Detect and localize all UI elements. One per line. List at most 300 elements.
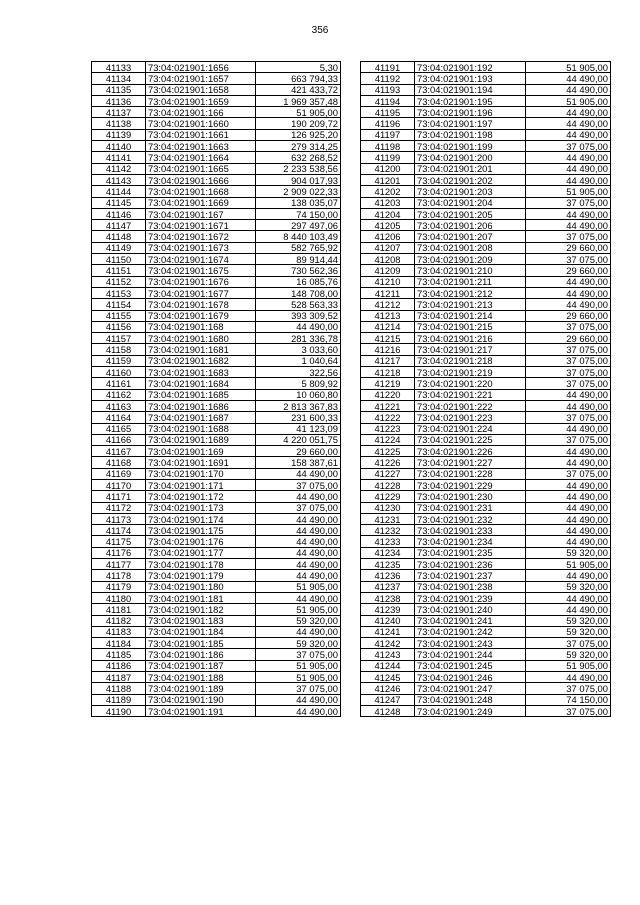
cadastral-number-cell: 73:04:021901:217 (415, 344, 526, 355)
row-number-cell: 41230 (361, 502, 415, 513)
cadastral-number-cell: 73:04:021901:219 (415, 367, 526, 378)
table-row (361, 321, 611, 332)
row-number-cell: 41133 (92, 62, 146, 73)
table-row (361, 141, 611, 152)
row-number-cell: 41147 (92, 220, 146, 231)
cadastral-number-cell: 73:04:021901:169 (146, 446, 256, 457)
row-number-cell: 41227 (361, 468, 415, 479)
value-cell: 44 490,00 (256, 570, 341, 581)
row-number-cell: 41139 (92, 129, 146, 140)
value-cell: 44 490,00 (526, 287, 611, 298)
value-cell: 59 320,00 (526, 581, 611, 592)
value-cell: 59 320,00 (526, 615, 611, 626)
value-cell: 51 905,00 (256, 660, 341, 671)
table-row (92, 626, 341, 637)
value-cell: 37 075,00 (256, 683, 341, 694)
table-row (92, 513, 341, 524)
cadastral-number-cell: 73:04:021901:1672 (146, 231, 256, 242)
table-row (92, 446, 341, 457)
cadastral-number-cell: 73:04:021901:239 (415, 592, 526, 603)
table-row (92, 649, 341, 660)
row-number-cell: 41159 (92, 355, 146, 366)
cadastral-number-cell: 73:04:021901:1689 (146, 434, 256, 445)
page-number: 356 (311, 25, 329, 36)
cadastral-number-cell: 73:04:021901:238 (415, 581, 526, 592)
row-number-cell: 41152 (92, 276, 146, 287)
cadastral-number-cell: 73:04:021901:1680 (146, 333, 256, 344)
table-row (361, 197, 611, 208)
value-cell: 393 309,52 (256, 310, 341, 321)
cadastral-number-cell: 73:04:021901:181 (146, 592, 256, 603)
row-number-cell: 41225 (361, 446, 415, 457)
row-number-cell: 41235 (361, 559, 415, 570)
value-cell: 904 017,93 (256, 174, 341, 185)
table-row (361, 129, 611, 140)
table-row (361, 694, 611, 705)
cadastral-number-cell: 73:04:021901:1683 (146, 367, 256, 378)
cadastral-number-cell: 73:04:021901:230 (415, 491, 526, 502)
value-cell: 51 905,00 (526, 95, 611, 106)
cadastral-number-cell: 73:04:021901:183 (146, 615, 256, 626)
cadastral-number-cell: 73:04:021901:192 (415, 62, 526, 73)
row-number-cell: 41192 (361, 73, 415, 84)
table-row (92, 570, 341, 581)
value-cell: 44 490,00 (526, 604, 611, 615)
table-row (92, 559, 341, 570)
row-number-cell: 41209 (361, 265, 415, 276)
table-row (361, 491, 611, 502)
value-cell: 37 075,00 (526, 638, 611, 649)
cadastral-number-cell: 73:04:021901:1661 (146, 129, 256, 140)
table-row (92, 276, 341, 287)
cadastral-number-cell: 73:04:021901:209 (415, 254, 526, 265)
value-cell: 44 490,00 (256, 536, 341, 547)
table-row (92, 242, 341, 253)
value-cell: 44 490,00 (526, 299, 611, 310)
cadastral-number-cell: 73:04:021901:205 (415, 208, 526, 219)
table-row (92, 389, 341, 400)
table-row (361, 333, 611, 344)
value-cell: 37 075,00 (526, 412, 611, 423)
cadastral-number-cell: 73:04:021901:187 (146, 660, 256, 671)
table-row (92, 95, 341, 106)
table-row (92, 333, 341, 344)
value-cell: 44 490,00 (526, 525, 611, 536)
cadastral-number-cell: 73:04:021901:224 (415, 423, 526, 434)
row-number-cell: 41245 (361, 672, 415, 683)
table-row (361, 479, 611, 490)
table-row (361, 276, 611, 287)
cadastral-number-cell: 73:04:021901:168 (146, 321, 256, 332)
cadastral-number-cell: 73:04:021901:172 (146, 491, 256, 502)
cadastral-number-cell: 73:04:021901:242 (415, 626, 526, 637)
table-row (92, 299, 341, 310)
cadastral-number-cell: 73:04:021901:196 (415, 107, 526, 118)
left-table-body (92, 62, 341, 717)
table-row (361, 626, 611, 637)
cadastral-number-cell: 73:04:021901:241 (415, 615, 526, 626)
row-number-cell: 41188 (92, 683, 146, 694)
table-row (361, 118, 611, 129)
table-row (92, 152, 341, 163)
row-number-cell: 41221 (361, 400, 415, 411)
value-cell: 44 490,00 (256, 491, 341, 502)
table-row (92, 434, 341, 445)
row-number-cell: 41193 (361, 84, 415, 95)
cadastral-number-cell: 73:04:021901:212 (415, 287, 526, 298)
row-number-cell: 41191 (361, 62, 415, 73)
table-row (92, 502, 341, 513)
cadastral-number-cell: 73:04:021901:1663 (146, 141, 256, 152)
value-cell: 44 490,00 (526, 118, 611, 129)
table-row (92, 310, 341, 321)
value-cell: 44 490,00 (526, 276, 611, 287)
row-number-cell: 41137 (92, 107, 146, 118)
row-number-cell: 41150 (92, 254, 146, 265)
value-cell: 44 490,00 (256, 321, 341, 332)
value-cell: 44 490,00 (256, 559, 341, 570)
table-row (361, 186, 611, 197)
cadastral-number-cell: 73:04:021901:179 (146, 570, 256, 581)
cadastral-number-cell: 73:04:021901:201 (415, 163, 526, 174)
table-row (92, 321, 341, 332)
row-number-cell: 41238 (361, 592, 415, 603)
table-row (361, 265, 611, 276)
row-number-cell: 41198 (361, 141, 415, 152)
value-cell: 44 490,00 (256, 694, 341, 705)
table-row (361, 434, 611, 445)
row-number-cell: 41220 (361, 389, 415, 400)
cadastral-number-cell: 73:04:021901:1669 (146, 197, 256, 208)
table-row (361, 107, 611, 118)
table-row (92, 457, 341, 468)
cadastral-number-cell: 73:04:021901:1676 (146, 276, 256, 287)
table-row (361, 649, 611, 660)
value-cell: 281 336,78 (256, 333, 341, 344)
table-row (92, 400, 341, 411)
value-cell: 126 925,20 (256, 129, 341, 140)
value-cell: 44 490,00 (526, 446, 611, 457)
row-number-cell: 41185 (92, 649, 146, 660)
row-number-cell: 41196 (361, 118, 415, 129)
row-number-cell: 41151 (92, 265, 146, 276)
table-row (361, 457, 611, 468)
row-number-cell: 41162 (92, 389, 146, 400)
value-cell: 51 905,00 (526, 186, 611, 197)
cadastral-number-cell: 73:04:021901:174 (146, 513, 256, 524)
cadastral-number-cell: 73:04:021901:1677 (146, 287, 256, 298)
value-cell: 44 490,00 (526, 220, 611, 231)
value-cell: 29 660,00 (256, 446, 341, 457)
row-number-cell: 41210 (361, 276, 415, 287)
table-row (361, 559, 611, 570)
row-number-cell: 41148 (92, 231, 146, 242)
table-row (92, 287, 341, 298)
cadastral-number-cell: 73:04:021901:188 (146, 672, 256, 683)
value-cell: 44 490,00 (256, 592, 341, 603)
cadastral-number-cell: 73:04:021901:186 (146, 649, 256, 660)
value-cell: 44 490,00 (526, 129, 611, 140)
row-number-cell: 41223 (361, 423, 415, 434)
cadastral-number-cell: 73:04:021901:1686 (146, 400, 256, 411)
value-cell: 44 490,00 (526, 457, 611, 468)
cadastral-number-cell: 73:04:021901:248 (415, 694, 526, 705)
value-cell: 44 490,00 (526, 174, 611, 185)
row-number-cell: 41197 (361, 129, 415, 140)
row-number-cell: 41233 (361, 536, 415, 547)
table-row (361, 412, 611, 423)
value-cell: 51 905,00 (256, 672, 341, 683)
table-row (92, 694, 341, 705)
row-number-cell: 41140 (92, 141, 146, 152)
cadastral-number-cell: 73:04:021901:1656 (146, 62, 256, 73)
table-row (92, 344, 341, 355)
cadastral-number-cell: 73:04:021901:234 (415, 536, 526, 547)
row-number-cell: 41186 (92, 660, 146, 671)
table-row (361, 220, 611, 231)
value-cell: 59 320,00 (256, 638, 341, 649)
cadastral-number-cell: 73:04:021901:194 (415, 84, 526, 95)
value-cell: 59 320,00 (526, 649, 611, 660)
cadastral-number-cell: 73:04:021901:173 (146, 502, 256, 513)
value-cell: 44 490,00 (526, 163, 611, 174)
cadastral-number-cell: 73:04:021901:222 (415, 400, 526, 411)
row-number-cell: 41243 (361, 649, 415, 660)
cadastral-number-cell: 73:04:021901:198 (415, 129, 526, 140)
table-row (361, 683, 611, 694)
row-number-cell: 41244 (361, 660, 415, 671)
value-cell: 37 075,00 (526, 355, 611, 366)
value-cell: 16 085,76 (256, 276, 341, 287)
row-number-cell: 41154 (92, 299, 146, 310)
value-cell: 29 660,00 (526, 333, 611, 344)
value-cell: 730 562,36 (256, 265, 341, 276)
value-cell: 8 440 103,49 (256, 231, 341, 242)
row-number-cell: 41229 (361, 491, 415, 502)
value-cell: 44 490,00 (256, 513, 341, 524)
row-number-cell: 41141 (92, 152, 146, 163)
row-number-cell: 41195 (361, 107, 415, 118)
table-row (361, 62, 611, 73)
row-number-cell: 41142 (92, 163, 146, 174)
row-number-cell: 41184 (92, 638, 146, 649)
cadastral-number-cell: 73:04:021901:1673 (146, 242, 256, 253)
cadastral-number-cell: 73:04:021901:246 (415, 672, 526, 683)
cadastral-number-cell: 73:04:021901:200 (415, 152, 526, 163)
value-cell: 421 433,72 (256, 84, 341, 95)
table-row (92, 547, 341, 558)
value-cell: 51 905,00 (256, 107, 341, 118)
row-number-cell: 41189 (92, 694, 146, 705)
cadastral-number-cell: 73:04:021901:197 (415, 118, 526, 129)
table-row (92, 265, 341, 276)
row-number-cell: 41206 (361, 231, 415, 242)
row-number-cell: 41146 (92, 208, 146, 219)
cadastral-number-cell: 73:04:021901:178 (146, 559, 256, 570)
cadastral-number-cell: 73:04:021901:1674 (146, 254, 256, 265)
table-row (92, 84, 341, 95)
row-number-cell: 41136 (92, 95, 146, 106)
row-number-cell: 41239 (361, 604, 415, 615)
value-cell: 51 905,00 (526, 559, 611, 570)
value-cell: 297 497,06 (256, 220, 341, 231)
table-row (92, 367, 341, 378)
value-cell: 158 387,61 (256, 457, 341, 468)
cadastral-number-cell: 73:04:021901:235 (415, 547, 526, 558)
row-number-cell: 41182 (92, 615, 146, 626)
value-cell: 59 320,00 (526, 626, 611, 637)
row-number-cell: 41145 (92, 197, 146, 208)
row-number-cell: 41149 (92, 242, 146, 253)
table-row (92, 468, 341, 479)
cadastral-number-cell: 73:04:021901:213 (415, 299, 526, 310)
row-number-cell: 41143 (92, 174, 146, 185)
table-row (361, 615, 611, 626)
value-cell: 231 600,33 (256, 412, 341, 423)
value-cell: 1 040,64 (256, 355, 341, 366)
row-number-cell: 41138 (92, 118, 146, 129)
row-number-cell: 41163 (92, 400, 146, 411)
value-cell: 44 490,00 (526, 73, 611, 84)
row-number-cell: 41213 (361, 310, 415, 321)
row-number-cell: 41166 (92, 434, 146, 445)
value-cell: 44 490,00 (526, 152, 611, 163)
cadastral-number-cell: 73:04:021901:1685 (146, 389, 256, 400)
value-cell: 582 765,92 (256, 242, 341, 253)
value-cell: 148 708,00 (256, 287, 341, 298)
value-cell: 51 905,00 (256, 581, 341, 592)
cadastral-number-cell: 73:04:021901:177 (146, 547, 256, 558)
row-number-cell: 41216 (361, 344, 415, 355)
cadastral-number-cell: 73:04:021901:236 (415, 559, 526, 570)
value-cell: 44 490,00 (526, 491, 611, 502)
value-cell: 44 490,00 (256, 468, 341, 479)
cadastral-number-cell: 73:04:021901:233 (415, 525, 526, 536)
row-number-cell: 41167 (92, 446, 146, 457)
value-cell: 528 563,33 (256, 299, 341, 310)
cadastral-number-cell: 73:04:021901:1665 (146, 163, 256, 174)
cadastral-number-cell: 73:04:021901:211 (415, 276, 526, 287)
value-cell: 37 075,00 (526, 705, 611, 716)
value-cell: 37 075,00 (526, 378, 611, 389)
row-number-cell: 41144 (92, 186, 146, 197)
value-cell: 37 075,00 (256, 649, 341, 660)
value-cell: 74 150,00 (526, 694, 611, 705)
cadastral-number-cell: 73:04:021901:215 (415, 321, 526, 332)
table-row (92, 208, 341, 219)
cadastral-number-cell: 73:04:021901:244 (415, 649, 526, 660)
cadastral-number-cell: 73:04:021901:184 (146, 626, 256, 637)
row-number-cell: 41202 (361, 186, 415, 197)
value-cell: 322,56 (256, 367, 341, 378)
row-number-cell: 41199 (361, 152, 415, 163)
value-cell: 44 490,00 (526, 570, 611, 581)
row-number-cell: 41234 (361, 547, 415, 558)
table-row (361, 581, 611, 592)
table-row (361, 525, 611, 536)
row-number-cell: 41212 (361, 299, 415, 310)
value-cell: 44 490,00 (526, 502, 611, 513)
cadastral-number-cell: 73:04:021901:166 (146, 107, 256, 118)
row-number-cell: 41173 (92, 513, 146, 524)
table-row (92, 491, 341, 502)
table-row (361, 502, 611, 513)
row-number-cell: 41174 (92, 525, 146, 536)
row-number-cell: 41204 (361, 208, 415, 219)
table-row (361, 231, 611, 242)
table-row (92, 355, 341, 366)
value-cell: 74 150,00 (256, 208, 341, 219)
cadastral-number-cell: 73:04:021901:1682 (146, 355, 256, 366)
row-number-cell: 41158 (92, 344, 146, 355)
cadastral-number-cell: 73:04:021901:237 (415, 570, 526, 581)
table-row (361, 400, 611, 411)
cadastral-number-cell: 73:04:021901:1660 (146, 118, 256, 129)
row-number-cell: 41208 (361, 254, 415, 265)
table-row (92, 378, 341, 389)
value-cell: 2 233 538,56 (256, 163, 341, 174)
cadastral-number-cell: 73:04:021901:228 (415, 468, 526, 479)
value-cell: 37 075,00 (526, 683, 611, 694)
row-number-cell: 41177 (92, 559, 146, 570)
table-row (92, 615, 341, 626)
table-row (92, 412, 341, 423)
table-row (92, 604, 341, 615)
cadastral-number-cell: 73:04:021901:243 (415, 638, 526, 649)
table-row (92, 581, 341, 592)
table-row (361, 287, 611, 298)
cadastral-number-cell: 73:04:021901:227 (415, 457, 526, 468)
value-cell: 44 490,00 (526, 592, 611, 603)
cadastral-number-cell: 73:04:021901:193 (415, 73, 526, 84)
table-row (92, 254, 341, 265)
cadastral-number-cell: 73:04:021901:214 (415, 310, 526, 321)
row-number-cell: 41135 (92, 84, 146, 95)
table-row (92, 683, 341, 694)
right-table-body (361, 62, 611, 717)
row-number-cell: 41215 (361, 333, 415, 344)
table-row (361, 513, 611, 524)
table-row (92, 163, 341, 174)
row-number-cell: 41134 (92, 73, 146, 84)
table-row (361, 638, 611, 649)
value-cell: 279 314,25 (256, 141, 341, 152)
row-number-cell: 41222 (361, 412, 415, 423)
value-cell: 37 075,00 (526, 367, 611, 378)
value-cell: 37 075,00 (256, 479, 341, 490)
value-cell: 5 809,92 (256, 378, 341, 389)
row-number-cell: 41169 (92, 468, 146, 479)
row-number-cell: 41171 (92, 491, 146, 502)
cadastral-number-cell: 73:04:021901:203 (415, 186, 526, 197)
value-cell: 44 490,00 (526, 479, 611, 490)
row-number-cell: 41218 (361, 367, 415, 378)
cadastral-number-cell: 73:04:021901:1675 (146, 265, 256, 276)
value-cell: 1 969 357,48 (256, 95, 341, 106)
cadastral-number-cell: 73:04:021901:223 (415, 412, 526, 423)
cadastral-number-cell: 73:04:021901:195 (415, 95, 526, 106)
left-data-table (91, 61, 341, 717)
row-number-cell: 41161 (92, 378, 146, 389)
cadastral-number-cell: 73:04:021901:221 (415, 389, 526, 400)
row-number-cell: 41205 (361, 220, 415, 231)
cadastral-number-cell: 73:04:021901:191 (146, 705, 256, 716)
value-cell: 89 914,44 (256, 254, 341, 265)
row-number-cell: 41176 (92, 547, 146, 558)
cadastral-number-cell: 73:04:021901:176 (146, 536, 256, 547)
table-row (92, 107, 341, 118)
row-number-cell: 41236 (361, 570, 415, 581)
